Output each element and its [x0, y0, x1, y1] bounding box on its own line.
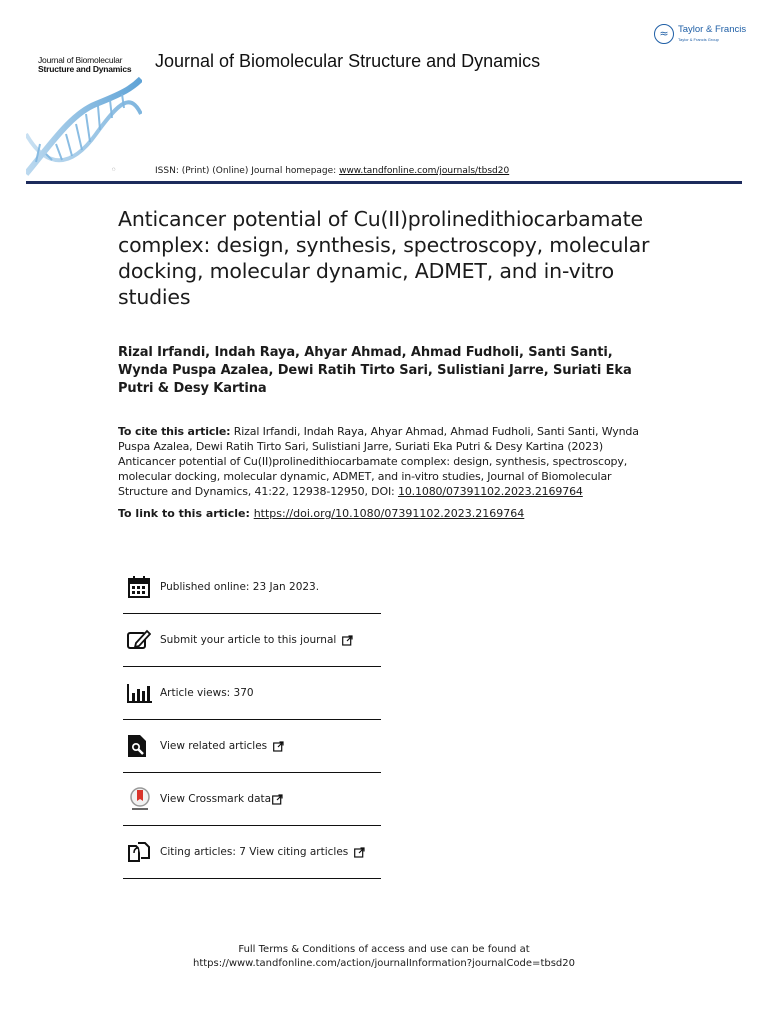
- cite-label: To cite this article:: [118, 425, 231, 438]
- edit-icon: [127, 627, 157, 653]
- journal-logo-line1: Journal of Biomolecular: [38, 55, 123, 65]
- crossmark-link[interactable]: View Crossmark data: [160, 793, 272, 805]
- journal-logo: [26, 48, 142, 180]
- citing-articles-icon: [127, 839, 157, 865]
- article-views-count: Article views: 370: [160, 687, 254, 699]
- published-row: [123, 560, 381, 614]
- external-link-icon: [354, 847, 365, 858]
- journal-logo-line2: Structure and Dynamics: [38, 64, 132, 74]
- issn-text: ISSN: (Print) (Online) Journal homepage:: [155, 166, 340, 176]
- issn-line: [155, 166, 509, 176]
- journal-homepage-link[interactable]: www.tandfonline.com/journals/tbsd20: [339, 166, 510, 176]
- header-divider: [26, 181, 742, 184]
- dna-helix-icon: [26, 74, 142, 180]
- published-date: Published online: 23 Jan 2023.: [160, 580, 320, 593]
- calendar-icon: [127, 574, 157, 600]
- external-link-icon: [272, 794, 283, 805]
- terms-line: Full Terms & Conditions of access and use can be found at: [238, 944, 530, 955]
- journal-logo-text: [38, 56, 131, 74]
- article-authors: Rizal Irfandi, Indah Raya, Ahyar Ahmad, Ahmad Fudholi, Santi Santi, Wynda Puspa Azalea, Dewi Ratih Tirto Sari, Sulistiani Jarre, Suriati Eka Putri & Desy Kartina: [118, 345, 632, 396]
- cite-text: Rizal Irfandi, Indah Raya, Ahyar Ahmad, Ahmad Fudholi, Santi Santi, Wynda Puspa Azalea, Dewi Ratih Tirto Sari, Sulistiani Jarre, Suriati Eka Putri & Desy Kartina (2023) Anticancer potential of Cu(II)prolinedithiocarbamate complex: design, synthesis, spectroscopy, molecular docking, molecular dynamic, ADMET, and in-vitro studies, Journal of Biomolecular Structure and Dynamics, 41:22, 12938-12950, DOI:: [118, 425, 639, 498]
- crossmark-icon: [127, 786, 157, 812]
- article-doi-url[interactable]: https://doi.org/10.1080/07391102.2023.2169764: [253, 507, 525, 520]
- bar-chart-icon: [127, 680, 157, 706]
- external-link-icon: [273, 741, 284, 752]
- citing-articles-link[interactable]: Citing articles: 7 View citing articles: [160, 846, 349, 858]
- citation-block: [118, 424, 658, 499]
- publisher-logo: [654, 22, 750, 48]
- article-title: Anticancer potential of Cu(II)prolinedithiocarbamate complex: design, synthesis, spectroscopy, molecular docking, molecular dynamic, ADMET, and in-vitro studies: [118, 207, 650, 309]
- citing-articles-row[interactable]: [123, 826, 381, 879]
- crossmark-row[interactable]: [123, 773, 381, 826]
- article-views-row: [123, 667, 381, 720]
- link-label: To link to this article:: [118, 507, 254, 520]
- publisher-circle-icon: ≈: [654, 24, 674, 44]
- journal-title: Journal of Biomolecular Structure and Dynamics: [155, 51, 541, 71]
- publisher-group: Taylor & Francis Group: [678, 37, 719, 42]
- terms-footer: [0, 943, 768, 971]
- publisher-name: Taylor & Francis: [678, 24, 747, 35]
- document-search-icon: [127, 733, 157, 759]
- terms-url[interactable]: https://www.tandfonline.com/action/journalInformation?journalCode=tbsd20: [192, 958, 575, 969]
- related-articles-row[interactable]: [123, 720, 381, 773]
- related-articles-link[interactable]: View related articles: [160, 740, 268, 752]
- article-actions: [123, 560, 381, 879]
- doi-link[interactable]: 10.1080/07391102.2023.2169764: [397, 485, 583, 498]
- submit-article-row[interactable]: [123, 614, 381, 667]
- publisher-mini-logo: ◯: [112, 167, 116, 171]
- article-link-line: [118, 506, 524, 521]
- submit-article-link[interactable]: Submit your article to this journal: [160, 634, 337, 646]
- external-link-icon: [342, 635, 353, 646]
